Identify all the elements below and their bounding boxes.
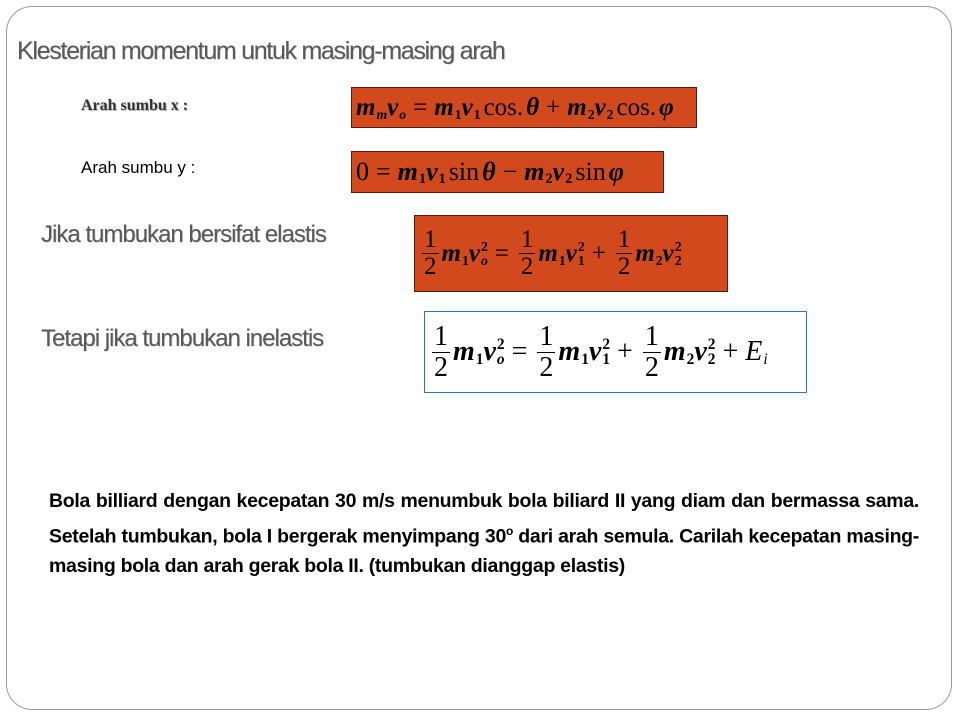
- equation-inelastic: $\frac{1}{2}$ m 1 v 2 o = $\frac{1}{2}$ m 1 v 2 1 + $\frac{1}{2}$ m 2 v 2 2 + E i: [424, 311, 807, 393]
- label-x-direction: Arah sumbu x :: [81, 97, 189, 114]
- slide-title: Klesterian momentum untuk masing-masing arah: [17, 37, 505, 65]
- equation-momentum-x: m m v o = m 1 v 1 cos. θ + m 2 v 2 cos. φ: [351, 87, 697, 128]
- equation-momentum-y: 0 = m 1 v 1 sin θ − m 2 v 2 sin φ: [351, 151, 664, 193]
- label-y-direction: Arah sumbu y :: [81, 158, 196, 177]
- equation-elastic: $\frac{1}{2}$ m 1 v 2 o = $\frac{1}{2}$ m 1 v 2 1 + $\frac{1}{2}$ m 2 v 2 2: [414, 215, 728, 292]
- heading-elastic: Jika tumbukan bersifat elastis: [41, 221, 326, 248]
- problem-statement: [49, 487, 919, 581]
- slide-frame: [6, 6, 952, 710]
- degree-superscript: o: [506, 523, 514, 538]
- problem-text-end: dari arah semula. Carilah kecepatan masing-masing bola dan arah gerak bola II. (tumbukan dianggap elastis): [49, 525, 919, 577]
- problem-text: Bola billiard dengan kecepatan 30 m/s menumbuk bola biliard II yang diam dan bermassa sama. Setelah tumbukan, bola I bergerak menyimpang 30: [49, 490, 919, 547]
- heading-inelastic: Tetapi jika tumbukan inelastis: [41, 325, 324, 352]
